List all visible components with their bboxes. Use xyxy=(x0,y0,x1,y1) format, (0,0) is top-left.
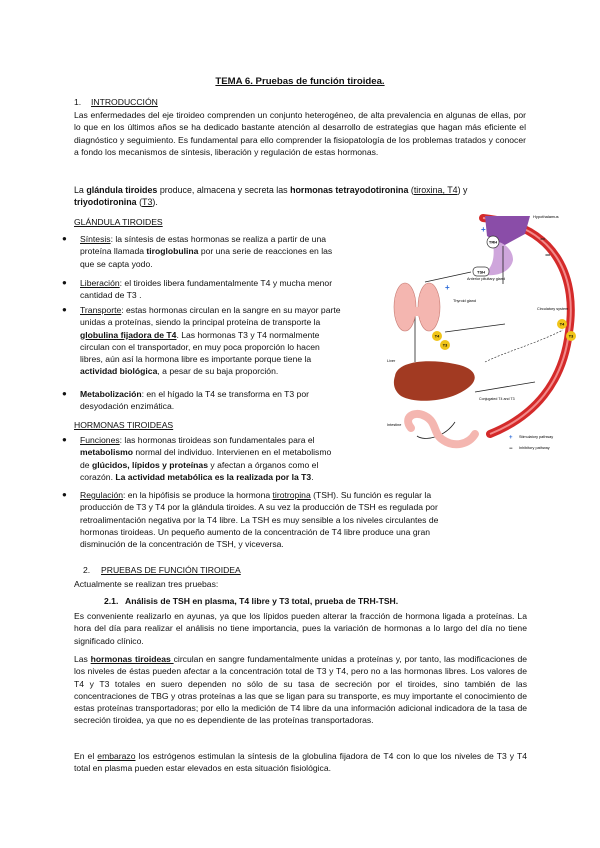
bullet-dot: ● xyxy=(62,389,67,398)
metabolizacion-item: Metabolización: en el hígado la T4 se transforma en T3 por desyodación enzimática. xyxy=(80,389,309,412)
hormone-marker xyxy=(566,331,576,341)
subsection-heading: Análisis de TSH en plasma, T4 libre y T3 total, prueba de TRH-TSH. xyxy=(125,596,399,606)
hypothalamus-label: Hypothalamus xyxy=(533,214,559,219)
minus-marker: − xyxy=(540,234,546,244)
page-title: TEMA 6. Pruebas de función tiroidea. xyxy=(215,76,385,87)
bullet-dot: ● xyxy=(62,490,67,499)
thyroid-shape xyxy=(394,283,440,331)
liberacion-item: Liberación: el tiroides libera fundamentalmente T4 y mucha menor cantidad de T3 . xyxy=(80,278,333,301)
hormone-marker xyxy=(432,331,442,341)
pruebas-intro: Actualmente se realizan tres pruebas: xyxy=(74,579,219,589)
tsh-label: TSH xyxy=(477,269,485,275)
svg-text:T3: T3 xyxy=(568,334,574,339)
intestine-shape xyxy=(408,414,475,444)
legend-inhibitory: Inhibitory pathway xyxy=(519,446,550,450)
regulacion-item: Regulación: en la hipófisis se produce la hormona tirotropina (TSH). Su función es regular la producción de T3 y T4 por la glándula tiroides. A su vez la producción de TSH es regulada por retroalimentación negativa por la T4 libre. La TSH es muy sensible a los niveles circulantes de hormonas tiroideas. Un pequeño aumento de la concentración de T4 libre produce una gran disminución de la concentración de TSH, y viceversa. xyxy=(80,490,439,550)
sintesis-item: Síntesis: la síntesis de estas hormonas se realiza a partir de una proteína llamada tiroglobulina por una serie de reacciones en las que se capta yodo. xyxy=(80,234,333,269)
trh-label: TRH xyxy=(488,239,498,245)
bullet-dot: ● xyxy=(62,278,67,287)
liver-shape xyxy=(394,361,475,401)
section-2-heading: PRUEBAS DE FUNCIÓN TIROIDEA xyxy=(101,565,241,575)
bullet-dot: ● xyxy=(62,234,67,243)
intro-paragraph-2: La glándula tiroides produce, almacena y secreta las hormonas tetrayodotironina (tiroxina, T4) y triyodotironina (T3). xyxy=(74,185,468,208)
pruebas-paragraph-2: Las hormonas tiroideas circulan en sangre fundamentalmente unidas a proteínas y, por tanto, las modificaciones de los niveles de éstas pueden afectar a la concentración total de T3 y T4, pero no a las hormonas libres. Los valores de T4 y T3 totales en suero dependen no sólo de su tasa de secreción por el tiroides, sino también de las concentraciones de TBG y otras proteínas a las que se ligan para su transporte, es muy importante el conocimiento de estas proteínas transportadoras; por ello la medición de T4 libre da una información adicional indicadora de la tasa de secreción tiroidea, ya que no es dependiente de las proteínas transportadoras. xyxy=(74,654,528,726)
liver-label: Liver xyxy=(387,359,396,363)
section-2-number: 2. xyxy=(83,565,91,575)
intro-paragraph-1: Las enfermedades del eje tiroideo comprenden un conjunto heterogéneo, de alta prevalencia en algunas de ellas, por lo que en los últimos años se ha dedicado bastante atención al desarrollo de estrategias que hagan más eficiente el diagnóstico y seguimiento. Es fundamental para ello comprender la fisiopatología de los problemas tratados y conocer a fondo los mecanismos de síntesis, liberación y regulación de estas hormonas. xyxy=(74,110,526,157)
transporte-item: Transporte: estas hormonas circulan en la sangre en su mayor parte unidas a proteínas, siendo la principal proteína de transporte la globulina fijadora de T4. Las hormonas T3 y T4 normalmente circulan con el transportador, en muy poca proporción lo hacen libres, aún así la hormona libre es importante porque tiene la actividad biológica, a pesar de su baja proporción. xyxy=(80,305,341,377)
hormonas-heading: HORMONAS TIROIDEAS xyxy=(74,420,174,430)
svg-text:T3: T3 xyxy=(442,343,448,348)
pruebas-paragraph-1: Es conveniente realizarlo en ayunas, ya que los lípidos pueden alterar la fracción de hormona ligada a proteínas. La hora del día para realizar el análisis no tiene importancia, pues la variación de hormonas a lo largo del día no tiene significado clínico. xyxy=(74,611,527,646)
hormone-marker xyxy=(557,319,567,329)
hormone-marker xyxy=(440,340,450,350)
thyroid-label: Thyroid gland xyxy=(453,299,477,303)
plus-marker: + xyxy=(445,283,450,292)
section-1-number: 1. xyxy=(74,97,82,107)
subsection-number: 2.1. xyxy=(104,596,119,606)
section-1-heading: INTRODUCCIÓN xyxy=(91,97,158,107)
intestine-label: Intestine xyxy=(387,423,402,427)
plus-marker: + xyxy=(481,225,486,234)
conjugated-label: Conjugated T4 and T3 xyxy=(479,397,515,401)
svg-text:T4: T4 xyxy=(559,322,565,327)
svg-text:T4: T4 xyxy=(434,334,440,339)
bullet-dot: ● xyxy=(62,435,67,444)
minus-marker: − xyxy=(545,250,551,260)
legend-stimulatory: Stimulatory pathway xyxy=(519,435,554,439)
legend-minus-symbol: − xyxy=(509,446,513,452)
pruebas-paragraph-3: En el embarazo los estrógenos estimulan la síntesis de la globulina fijadora de T4 con lo que los niveles de T3 y T4 total en plasma pueden estar elevados en esta situación fisiológica. xyxy=(74,751,527,774)
bullet-dot: ● xyxy=(62,305,67,314)
gland-heading: GLÁNDULA TIROIDES xyxy=(74,217,163,227)
circulatory-label: Circulatory system xyxy=(537,307,569,311)
legend-plus-symbol: + xyxy=(509,435,513,441)
inhibitory-arrow xyxy=(485,330,563,362)
pituitary-label: Anterior pituitary gland xyxy=(467,277,505,281)
thyroid-axis-diagram xyxy=(385,212,585,466)
funciones-item: Funciones: las hormonas tiroideas son fundamentales para el metabolismo normal del individuo. Intervienen en el metabolismo de glúcidos, lípidos y proteínas y afectan a órganos como el corazón. La actividad metabólica es la realizada por la T3. xyxy=(80,435,332,482)
